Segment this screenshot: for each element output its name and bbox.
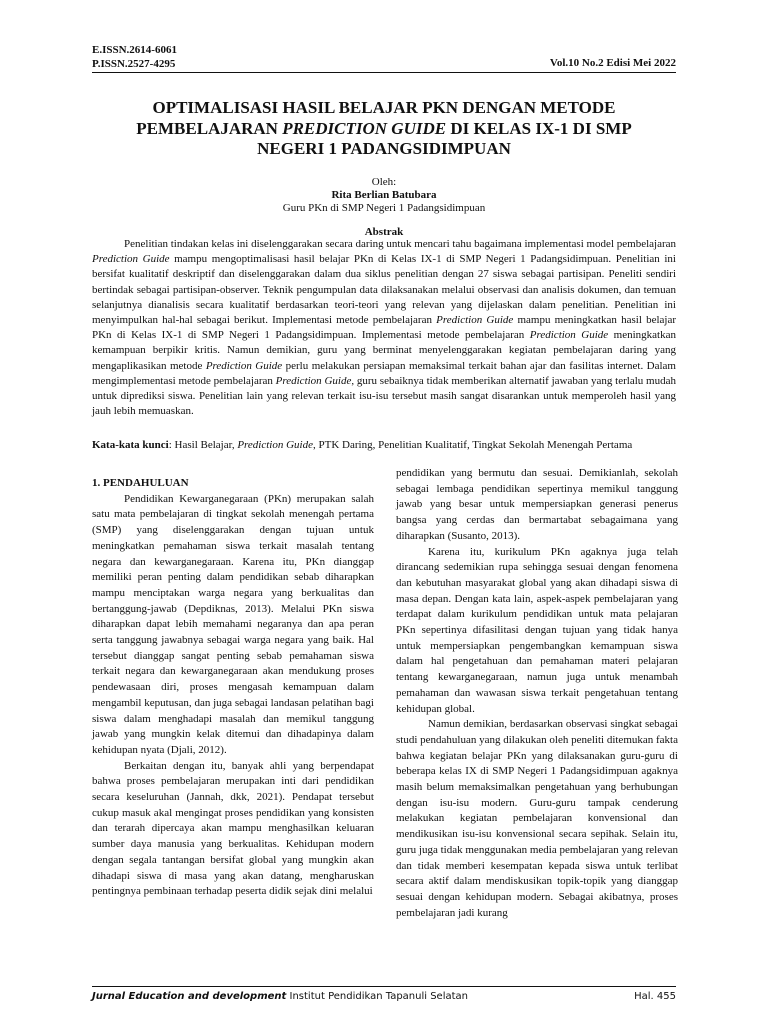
title-line-2-pre: PEMBELAJARAN	[136, 118, 283, 138]
title-line-2-italic: PREDICTION GUIDE	[282, 118, 447, 138]
body-paragraph-4: Karena itu, kurikulum PKn agaknya juga telah dirancang sedemikian rupa sehingga sesuai dengan fenomena dan kebutuhan masyarakat global yang akan dihadapi siswa di masa depan. Dengan kata lain, aspek-aspek pembelajaran yang terdapat dalam kurikulum pendidikan untuk mata pelajaran PKn sepertinya difasilitasi dengan tujuan yang tidak hanya untuk mempersiapkan pengembangkan kemampuan siswa dalam hal pengetahuan dan pemahaman materi pelajaran tentang kewarganegaraan, namun juga untuk menambah pemahaman dan wawasan siswa terkait pengetahuan tentang kehidupan global.	[396, 545, 678, 715]
body-paragraph-3: pendidikan yang bermutu dan sesuai. Demikianlah, sekolah sebagai lembaga pendidikan sepertinya memikul tanggung jawab yang besar untuk mempersiapkan generasi penerus bangsa yang cerdas dan bermartabat sebagaimana yang diharapkan (Susanto, 2013).	[396, 467, 678, 542]
abstract-text-5: perlu melakukan persiapan memaksimal terkait bahan ajar dan fasilitas internet. Dalam mengimplementasi metode pembelajaran	[92, 359, 676, 387]
page-footer	[92, 991, 676, 1002]
abstract-heading: Abstrak	[364, 226, 404, 238]
body-paragraph-1: Pendidikan Kewarganegaraan (PKn) merupakan salah satu mata pembelajaran di tingkat sekolah menengah pertama (SMP) yang diselenggarakan dengan tujuan untuk meningkatkan pemahaman siswa terkait masalah tentang negara dan kewarganegaraan. Karena itu, PKn dianggap memiliki peran penting dalam pendidikan sebab diharapkan mampu menciptakan warga negara yang berkualitas dan bertanggung-jawab (Depdiknas, 2013). Melalui PKn siswa diharapkan dapat lebih memahami negaranya dan apa peran serta tanggung jawabnya sebagai warga negara yang baik. Hal tersebut dianggap sangat penting sebab pemahaman siswa terkait negara dan kewarganegaraan akan mendukung proses pendewasaan diri, proses mengasah kemampuan dalam mengambil keputusan, dan juga sebagai landasan pelatihan bagi siswa dalam menghadapi masalah dan memikul tanggung jawab yang mungkin kelak ditemui dan dihadapinya dalam kehidupan nyata (Djali, 2012).	[92, 492, 374, 756]
keywords-text-1: : Hasil Belajar,	[168, 439, 238, 451]
abstract-italic-5: Prediction Guide	[275, 374, 352, 387]
body-paragraph-5: Namun demikian, berdasarkan observasi singkat sebagai studi pendahuluan yang dilakukan oleh peneliti ditemukan fakta bahwa kegiatan belajar PKn yang dilaksanakan guru-guru di beberapa kelas IX di SMP Negeri 1 Padangsidimpuan agaknya masih belum memaksimalkan pengetahuan yang berhubungan dengan isu-isu modern. Guru-guru tampak cenderung melakukan kegiatan pembelajaran konvensional dan mendikusikan isu-isu konvensional secara sepihak. Selain itu, guru juga tidak menggunakan media pembelajaran yang relevan dan tidak memberi kesempatan kepada siswa untuk terlibat secara aktif dalam mendiskusikan topik-topik yang dianggap sesuai dengan kehidupan modern. Sebagai akibatnya, proses pembelajaran jadi kurang	[396, 718, 678, 919]
keywords-italic: Prediction Guide	[237, 439, 313, 451]
abstract-body	[92, 237, 676, 419]
left-column	[92, 466, 374, 900]
abstract-text-2: mampu mengoptimalisasi hasil belajar PKn di Kelas IX-1 di SMP Negeri 1 Padangsidimpuan. Penelitian ini bersifat kualitatif deskriptif dan diselenggarakan dalam dua siklus penelitian dengan 27 siswa sebagai partisipan. Peneliti sendiri bertindak sebagai partisipan-observer. Teknik pengumpulan data dilaksanakan melalui observasi dan analisis dokumen, dan temuan selanjutnya dianalisis secara kualitatif berdasarkan teori-teori yang relevan yang dijelaskan dalam penelitian. Penelitian ini menyimpulkan hal-hal sebagai berikut. Implementasi metode pembelajaran	[92, 253, 676, 327]
right-column	[396, 466, 678, 921]
abstract-paragraph	[92, 237, 676, 419]
abstract-italic-1: Prediction Guide	[92, 253, 170, 266]
title-line-1: OPTIMALISASI HASIL BELAJAR PKN DENGAN METODE	[152, 98, 616, 117]
header-rule	[92, 72, 676, 73]
title-line-3: NEGERI 1 PADANGSIDIMPUAN	[257, 139, 511, 158]
journal-name: Jurnal Education and development	[92, 991, 287, 1002]
column-spacer	[92, 466, 374, 476]
article-title	[92, 98, 676, 160]
volume-info: Vol.10 No.2 Edisi Mei 2022	[549, 57, 676, 69]
page-number: Hal. 455	[634, 991, 676, 1002]
abstract-text-3: mampu meningkatkan hasil belajar PKn di Kelas IX-1 di SMP Negeri 1 Padangsidimpuan. Implementasi metode pembelajaran	[92, 314, 676, 342]
pissn: P.ISSN.2527-4295	[92, 58, 176, 70]
title-line-2	[92, 119, 676, 140]
section-heading: 1. PENDAHULUAN	[92, 477, 189, 489]
keywords-label: Kata-kata kunci	[92, 439, 169, 451]
abstract-italic-3: Prediction Guide	[529, 329, 609, 342]
keywords-text-2: , PTK Daring, Penelitian Kualitatif, Tingkat Sekolah Menengah Pertama	[313, 439, 633, 451]
body-paragraph-2: Berkaitan dengan itu, banyak ahli yang berpendapat bahwa proses pembelajaran merupakan inti dari pendidikan secara keseluruhan (Jannah, dkk, 2021). Pendapat tersebut cukup masuk akal mengingat proses pendidikan yang konsisten dan terarah dipercaya akan mampu menghasilkan keluaran sumber daya manusia yang berkualitas. Kehidupan modern dengan segala tantangan bersifat global yang mungkin akan dihadapi siswa di masa yang akan datang, mengharuskan pentingnya pembinaan terhadap peserta didik sejak dini melalui	[92, 759, 374, 898]
oleh-label: Oleh:	[371, 176, 397, 188]
abstract-italic-4: Prediction Guide	[205, 359, 283, 372]
abstract-text-4: meningkatkan kemampuan berpikir kritis. Namun demikian, guru yang berminat menyelenggarakan kegiatan pembelajaran daring yang mengaplikasikan metode	[92, 329, 676, 372]
institute-name: Institut Pendidikan Tapanuli Selatan	[289, 991, 469, 1002]
footer-rule	[92, 986, 676, 987]
title-line-2-post: DI KELAS IX-1 DI SMP	[446, 118, 632, 138]
abstract-italic-2: Prediction Guide	[436, 314, 514, 327]
keywords	[92, 438, 676, 454]
author-affiliation: Guru PKn di SMP Negeri 1 Padangsidimpuan	[282, 202, 486, 214]
eissn: E.ISSN.2614-6061	[92, 44, 177, 56]
abstract-text-6: , guru sebaiknya tidak memberikan alternatif jawaban yang terlalu mudah untuk diprediksi siswa. Penelitian lain yang relevan terkait isu-isu tersebut masih sangat disarankan untuk memperoleh hasil yang jauh lebih memuaskan.	[92, 374, 676, 418]
abstract-text-1: Penelitian tindakan kelas ini diselenggarakan secara daring untuk mencari tahu bagaimana implementasi model pembelajaran	[124, 238, 676, 250]
author-name: Rita Berlian Batubara	[331, 189, 437, 201]
